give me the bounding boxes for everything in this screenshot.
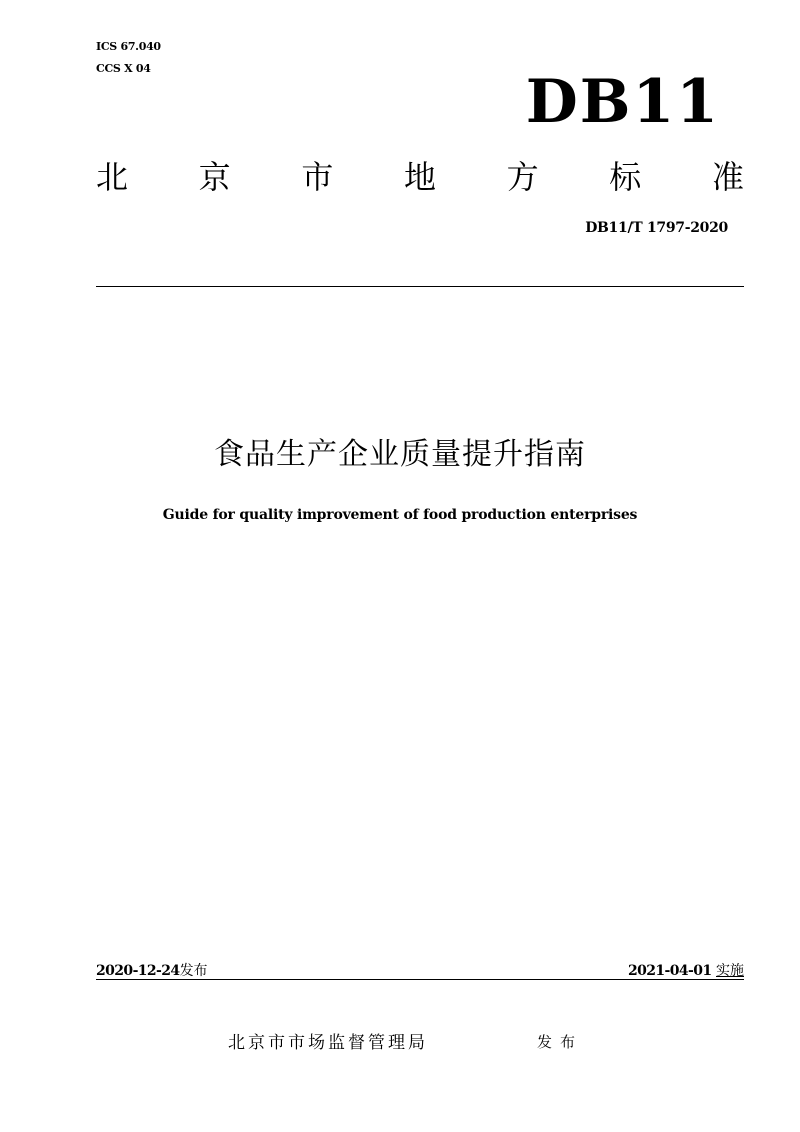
standard-type	[96, 150, 744, 200]
standard-type-char: 标	[609, 158, 642, 196]
standard-code: DB11	[525, 67, 720, 137]
header-divider	[96, 286, 744, 287]
standard-type-char: 京	[198, 158, 231, 196]
footer-divider	[96, 979, 744, 980]
issue-date: 2020-12-24	[96, 963, 180, 979]
standard-type-char: 市	[301, 158, 334, 196]
implement-label: 实施	[716, 963, 744, 979]
publisher-name: 北京市市场监督管理局	[228, 1033, 428, 1053]
standard-type-char: 准	[711, 158, 744, 196]
classification-codes	[96, 40, 161, 84]
standard-number: DB11/T 1797-2020	[585, 220, 728, 236]
standard-type-char: 地	[403, 158, 436, 196]
title-chinese: 食品生产企业质量提升指南	[214, 437, 586, 472]
standard-type-char: 北	[96, 158, 129, 196]
implement-date: 2021-04-01	[627, 963, 712, 979]
ccs-code: CCS X 04	[96, 62, 151, 75]
publish-label: 发布	[537, 1033, 584, 1051]
standard-type-char: 方	[506, 158, 539, 196]
ics-code: ICS 67.040	[96, 40, 161, 53]
title-english: Guide for quality improvement of food production enterprises	[162, 507, 638, 523]
issue-label: 发布	[179, 963, 208, 979]
